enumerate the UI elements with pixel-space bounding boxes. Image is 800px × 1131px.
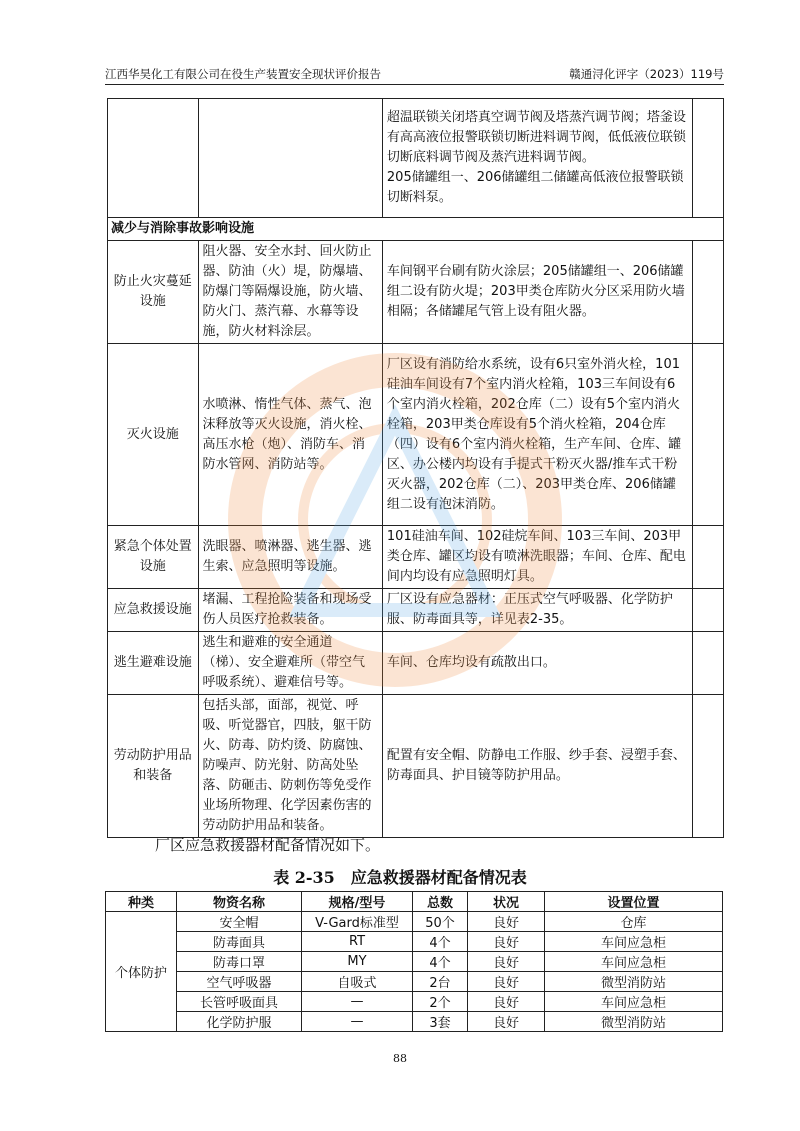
table-cell: 防毒口罩 [177, 952, 302, 972]
requirement-cell: 堵漏、工程抢险装备和现场受伤人员医疗抢救装备。 [198, 589, 382, 632]
table-row [106, 1012, 723, 1032]
table-cell: 车间应急柜 [545, 932, 723, 952]
table-cell: 良好 [468, 992, 545, 1012]
section-title: 减少与消除事故影响设施 [108, 218, 724, 241]
table-cell: 2台 [413, 972, 468, 992]
table-row [108, 99, 724, 218]
table-cell: 良好 [468, 912, 545, 932]
table-cell: MY [302, 952, 413, 972]
table-row [106, 992, 723, 1012]
page-number: 88 [393, 1052, 407, 1065]
table-cell: 长管呼吸面具 [177, 992, 302, 1012]
table-cell: 良好 [468, 1012, 545, 1032]
table-cell: 空气呼吸器 [177, 972, 302, 992]
column-header: 种类 [106, 892, 177, 912]
continued-cell: 超温联锁关闭塔真空调节阀及塔蒸汽调节阀；塔釜设有高高液位报警联锁切断进料调节阀，低低液位联锁切断底料调节阀及蒸汽进料调节阀。 205储罐组一、206储罐组二储罐高低液位报警联锁切断料泵。 [382, 99, 692, 218]
table-cell: 良好 [468, 952, 545, 972]
column-header: 状况 [468, 892, 545, 912]
header-doc-number: 赣通浔化评字（2023）119号 [569, 67, 724, 81]
table-cell: 仓库 [545, 912, 723, 932]
table-cell: 良好 [468, 972, 545, 992]
requirement-cell: 包括头部，面部，视觉、呼吸、听觉器官，四肢，躯干防火、防毒、防灼烫、防腐蚀、防噪声、防光射、防高处坠落、防砸击、防刺伤等免受作业场所物理、化学因素伤害的劳动防护用品和装备。 [198, 695, 382, 838]
table-cell: 车间应急柜 [545, 992, 723, 1012]
table-cell: 防毒面具 [177, 932, 302, 952]
table-cell: 4个 [413, 932, 468, 952]
table-row [108, 632, 724, 695]
table-cell: — [302, 992, 413, 1012]
table-cell: 3套 [413, 1012, 468, 1032]
table-cell: 50个 [413, 912, 468, 932]
category-cell: 防止火灾蔓延设施 [108, 241, 199, 344]
equipment-table [105, 891, 723, 1032]
column-header: 总数 [413, 892, 468, 912]
actual-cell: 厂区设有消防给水系统，设有6只室外消火栓，101硅油车间设有7个室内消火栓箱，103三车间设有6个室内消火栓箱，202仓库（二）设有5个室内消火栓箱，203甲类仓库设有5个消火栓箱，204仓库（四）设有6个室内消火栓箱，生产车间、仓库、罐区、办公楼内均设有手提式干粉灭火器/推车式干粉灭火器，202仓库（二）、203甲类仓库、206储罐组二设有泡沫消防。 [382, 344, 692, 526]
intro-text: 厂区应急救援器材配备情况如下。 [155, 836, 381, 854]
requirement-cell: 洗眼器、喷淋器、逃生器、逃生索、应急照明等设施。 [198, 526, 382, 589]
actual-cell: 101硅油车间、102硅烷车间、103三车间、203甲类仓库、罐区均设有喷淋洗眼器；车间、仓库、配电间内均设有应急照明灯具。 [382, 526, 692, 589]
column-header: 设置位置 [545, 892, 723, 912]
facilities-table [107, 98, 724, 838]
table-row [106, 912, 723, 932]
column-header: 规格/型号 [302, 892, 413, 912]
table-row [106, 952, 723, 972]
table-cell: 良好 [468, 932, 545, 952]
table-cell: 车间应急柜 [545, 952, 723, 972]
requirement-cell: 水喷淋、惰性气体、蒸气、泡沫释放等灭火设施，消火栓、高压水枪（炮）、消防车、消防水管网、消防站等。 [198, 344, 382, 526]
table-cell: RT [302, 932, 413, 952]
table-row [108, 241, 724, 344]
actual-cell: 厂区设有应急器材：正压式空气呼吸器、化学防护服、防毒面具等，详见表2-35。 [382, 589, 692, 632]
table-caption: 表 2-35 应急救援器材配备情况表 [273, 868, 527, 887]
actual-cell: 配置有安全帽、防静电工作服、纱手套、浸塑手套、防毒面具、护目镜等防护用品。 [382, 695, 692, 838]
table-cell: 微型消防站 [545, 972, 723, 992]
table-cell: 安全帽 [177, 912, 302, 932]
table-cell: 化学防护服 [177, 1012, 302, 1032]
table-cell: 自吸式 [302, 972, 413, 992]
category-cell: 灭火设施 [108, 344, 199, 526]
requirement-cell: 逃生和避难的安全通道（梯）、安全避难所（带空气呼吸系统）、避难信号等。 [198, 632, 382, 695]
table-cell: 4个 [413, 952, 468, 972]
requirement-cell: 阻火器、安全水封、回火防止器、防油（火）堤，防爆墙、防爆门等隔爆设施，防火墙、防火门、蒸汽幕、水幕等设施，防火材料涂层。 [198, 241, 382, 344]
table-row [106, 932, 723, 952]
header-title: 江西华昊化工有限公司在役生产装置安全现状评价报告 [105, 67, 381, 81]
category-cell: 劳动防护用品和装备 [108, 695, 199, 838]
header-row [106, 892, 723, 912]
category-cell: 应急救援设施 [108, 589, 199, 632]
table-row [108, 526, 724, 589]
table-cell: V-Gard标准型 [302, 912, 413, 932]
table-cell: — [302, 1012, 413, 1032]
actual-cell: 车间钢平台刷有防火涂层；205储罐组一、206储罐组二设有防火堤；203甲类仓库防火分区采用防火墙相隔；各储罐尾气管上设有阻火器。 [382, 241, 692, 344]
category-cell: 逃生避难设施 [108, 632, 199, 695]
section-row [108, 218, 724, 241]
category-cell: 紧急个体处置设施 [108, 526, 199, 589]
table-row [106, 972, 723, 992]
actual-cell: 车间、仓库均设有疏散出口。 [382, 632, 692, 695]
table-row [108, 344, 724, 526]
table-cell: 2个 [413, 992, 468, 1012]
group-cell: 个体防护 [106, 912, 177, 1032]
table-row [108, 589, 724, 632]
column-header: 物资名称 [177, 892, 302, 912]
table-cell: 微型消防站 [545, 1012, 723, 1032]
table-row [108, 695, 724, 838]
page-header [105, 64, 724, 85]
